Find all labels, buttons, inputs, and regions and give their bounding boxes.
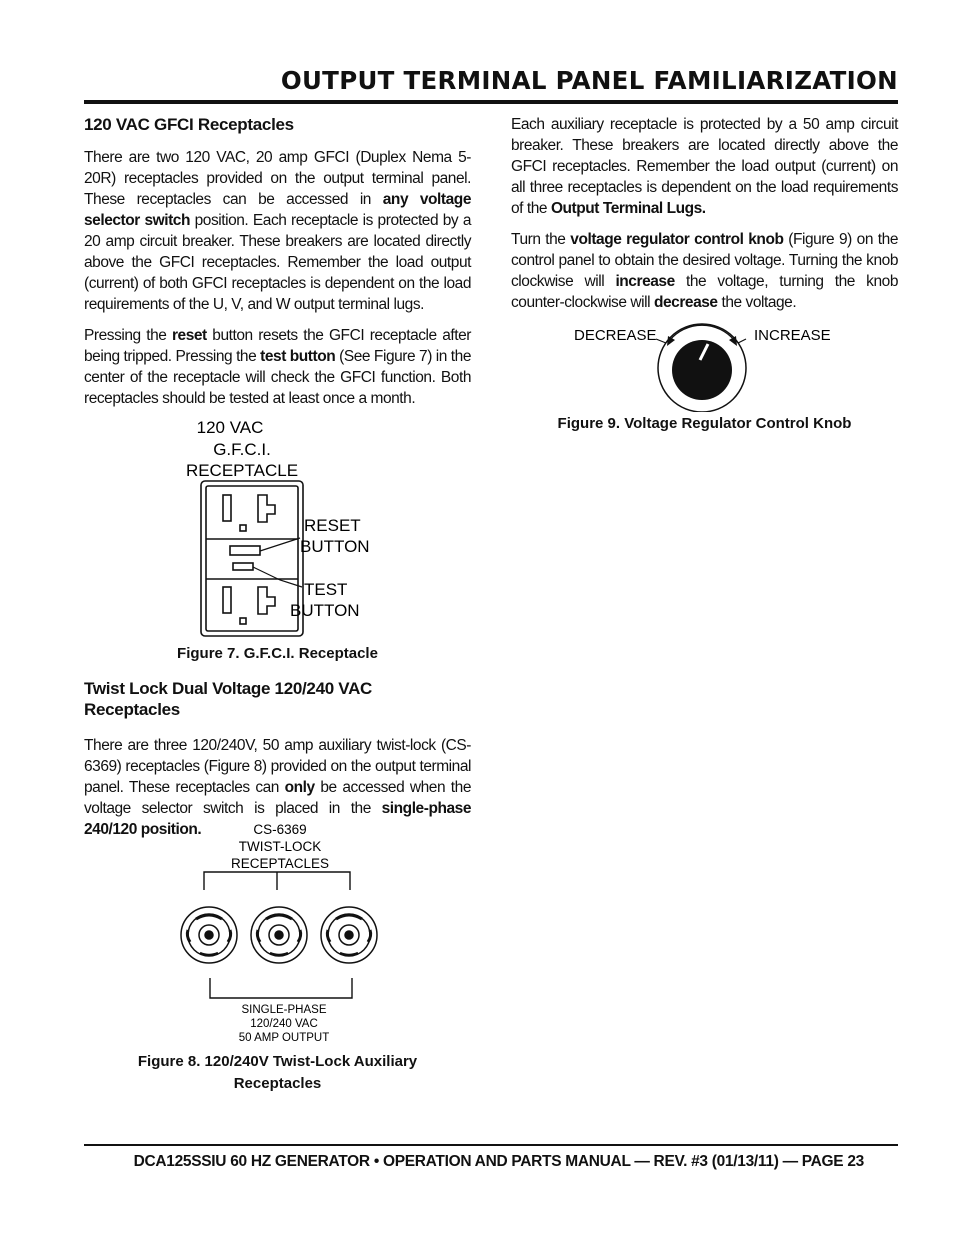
- gfci-paragraph-2: Pressing the reset button resets the GFCI receptacle after being tripped. Pressing the test button (See Figure 7) in the center of the receptacle will check the GFCI function. Both receptacles should be tested at least once a month.: [84, 327, 471, 407]
- twistlock-heading: Twist Lock Dual Voltage 120/240 VAC Receptacles: [84, 679, 373, 719]
- twistlock-receptacle-icon-1: [181, 907, 237, 963]
- twistlock-receptacle-icon-2: [251, 907, 307, 963]
- title-divider: [84, 100, 898, 104]
- twistlock-receptacle-icon-3: [321, 907, 377, 963]
- decrease-label: DECREASE: [574, 327, 657, 344]
- gfci-heading: 120 VAC GFCI Receptacles: [84, 115, 294, 134]
- twistlock-paragraph-1: There are three 120/240V, 50 amp auxiliary twist-lock (CS-6369) receptacles (Figure 8) provided on the output terminal panel. These receptacles can only be accessed when the voltage selector switch is placed in the single-phase 240/120 position.: [84, 737, 471, 838]
- page-title: OUTPUT TERMINAL PANEL FAMILIARIZATION: [280, 66, 898, 95]
- figure-8-twistlock-diagram: [170, 820, 390, 1050]
- gfci-paragraph-1: There are two 120 VAC, 20 amp GFCI (Duplex Nema 5-20R) receptacles provided on the output terminal panel. These receptacles can be accessed in any voltage selector switch position. Each receptacle is protected by a 20 amp circuit breaker. These breakers are located directly above the GFCI receptacles. Remember the load output (current) of both GFCI receptacles is dependent on the load requirements of the U, V, and W output terminal lugs.: [84, 149, 471, 313]
- gfci-section: [84, 114, 471, 409]
- twistlock-top-line2: TWIST-LOCK: [238, 839, 322, 854]
- figure-8-caption: Figure 8. 120/240V Twist-Lock Auxiliary Receptacles: [137, 1053, 418, 1092]
- twistlock-top-line3: RECEPTACLES: [230, 856, 330, 871]
- gfci-label-line2: G.F.C.I.: [213, 440, 271, 459]
- figure-7-gfci-diagram: [170, 415, 410, 645]
- increase-leader: [738, 339, 746, 343]
- figure-9-caption: Figure 9. Voltage Regulator Control Knob: [557, 415, 852, 432]
- test-leader-line: [253, 567, 302, 587]
- aux-section: [511, 114, 898, 313]
- reset-button[interactable]: [230, 546, 260, 555]
- reset-label-line1: RESET: [304, 516, 361, 535]
- twistlock-bottom-line1: SINGLE-PHASE: [241, 1004, 327, 1016]
- voltage-regulator-knob[interactable]: [672, 340, 732, 400]
- decrease-leader: [656, 339, 666, 343]
- footer-divider: [84, 1144, 898, 1146]
- twistlock-top-line1: CS-6369: [253, 822, 307, 837]
- reset-label-line2: BUTTON: [300, 537, 370, 556]
- twistlock-bottom-line3: 50 AMP OUTPUT: [238, 1032, 330, 1044]
- twistlock-bottom-line2: 120/240 VAC: [250, 1018, 318, 1030]
- figure-9-knob-diagram: [560, 320, 850, 412]
- reset-leader-line: [260, 538, 300, 551]
- twistlock-section: [84, 678, 471, 840]
- page-footer: DCA125SSIU 60 HZ GENERATOR • OPERATION AND PARTS MANUAL — REV. #3 (01/13/11) — PAGE 23: [133, 1153, 864, 1170]
- gfci-label-line3: RECEPTACLE: [185, 461, 299, 480]
- test-label-line2: BUTTON: [290, 601, 360, 620]
- gfci-receptacle-icon: [201, 481, 303, 636]
- test-label-line1: TEST: [304, 580, 348, 599]
- rotation-arc: [670, 325, 734, 340]
- increase-label: INCREASE: [754, 327, 831, 344]
- aux-paragraph-1: Each auxiliary receptacle is protected by a 50 amp circuit breaker. These breakers are located directly above the GFCI receptacles. Remember the load output (current) on all three receptacles is dependent on the load requirements of the Output Terminal Lugs.: [511, 116, 898, 217]
- aux-paragraph-2: Turn the voltage regulator control knob (Figure 9) on the control panel to obtain the desired voltage. Turning the knob clockwise will increase the voltage, turning the knob counter-clockwise will decrease the voltage.: [511, 231, 898, 311]
- figure-7-caption: Figure 7. G.F.C.I. Receptacle: [177, 645, 378, 662]
- gfci-label-line1: 120 VAC: [196, 418, 264, 437]
- test-button[interactable]: [233, 563, 253, 570]
